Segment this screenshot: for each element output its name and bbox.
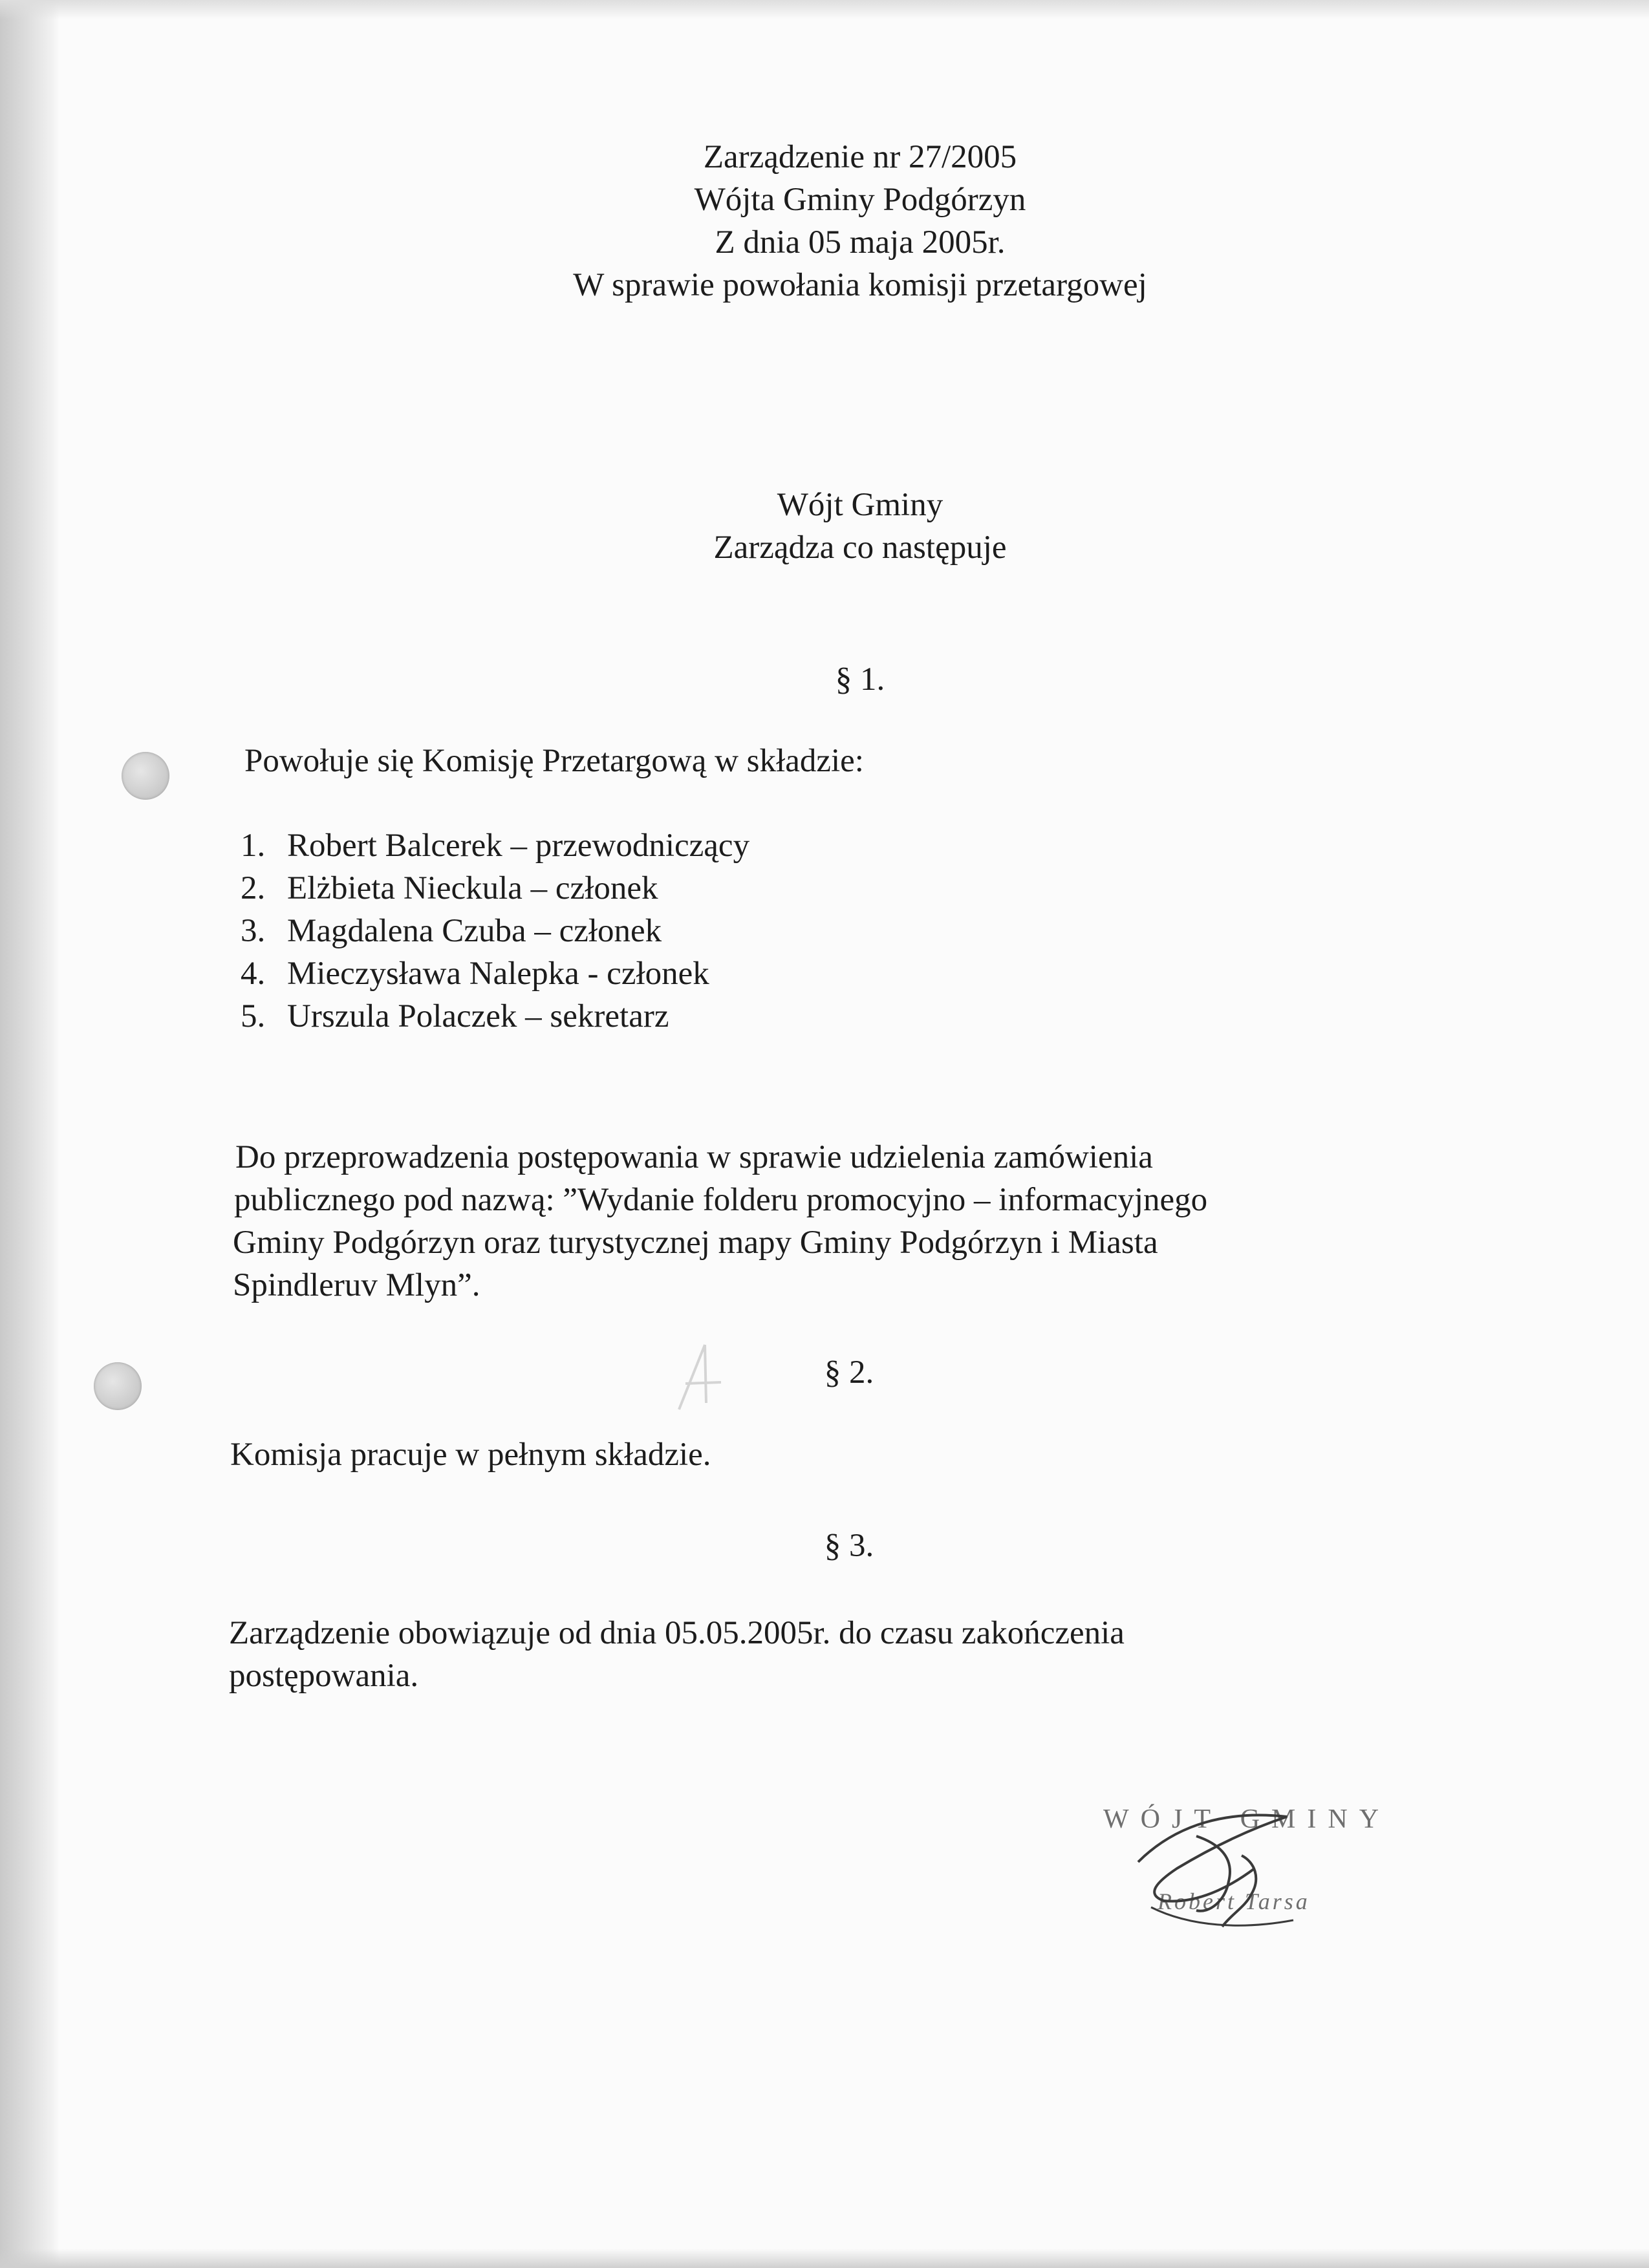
section-3-text: Zarządzenie obowiązuje od dnia 05.05.2005r. do czasu zakończenia	[229, 1615, 1125, 1651]
committee-members-list	[241, 824, 749, 1038]
list-item-number: 1.	[241, 828, 266, 864]
list-item	[241, 867, 749, 910]
list-item-number: 3.	[241, 913, 266, 949]
section-1-intro: Powołuje się Komisję Przetargową w składzie:	[244, 743, 864, 779]
document-title: Zarządzenie nr 27/2005	[703, 139, 1017, 175]
section-3-heading: § 3.	[824, 1528, 874, 1564]
list-item	[241, 952, 749, 995]
list-item-number: 4.	[241, 956, 266, 992]
purpose-line: publicznego pod nazwą: ”Wydanie folderu promocyjno – informacyjnego	[234, 1182, 1208, 1218]
list-item	[241, 995, 749, 1038]
scan-edge-bottom	[0, 2249, 1649, 2268]
list-item	[241, 824, 749, 867]
section-1-heading: § 1.	[835, 661, 885, 698]
stamp-name: Robert Tarsa	[1158, 1888, 1310, 1914]
issuer-decree: Zarządza co następuje	[713, 530, 1007, 566]
list-item	[241, 910, 749, 952]
list-item-text: Robert Balcerek – przewodniczący	[287, 828, 750, 864]
purpose-line: Do przeprowadzenia postępowania w sprawie udzielenia zamówienia	[235, 1139, 1153, 1175]
purpose-line: Gminy Podgórzyn oraz turystycznej mapy Gminy Podgórzyn i Miasta	[233, 1225, 1158, 1261]
list-item-number: 2.	[241, 870, 266, 906]
list-item-text: Urszula Polaczek – sekretarz	[287, 998, 669, 1034]
document-date: Z dnia 05 maja 2005r.	[715, 224, 1006, 261]
issuer-name: Wójt Gminy	[777, 487, 943, 523]
stamp-title: WÓJT GMINY	[1103, 1804, 1391, 1834]
list-item-text: Mieczysława Nalepka - członek	[287, 956, 709, 992]
list-item-number: 5.	[241, 998, 266, 1034]
document-issuer: Wójta Gminy Podgórzyn	[694, 182, 1026, 218]
purpose-line: Spindleruv Mlyn”.	[233, 1267, 480, 1303]
scan-edge-top	[0, 0, 1649, 19]
scan-edge-left	[0, 0, 59, 2268]
punch-hole-icon	[122, 752, 169, 800]
section-2-text: Komisja pracuje w pełnym składzie.	[230, 1437, 711, 1473]
list-item-text: Magdalena Czuba – członek	[287, 913, 662, 949]
document-subject: W sprawie powołania komisji przetargowej	[573, 267, 1147, 303]
list-item-text: Elżbieta Nieckula – członek	[287, 870, 658, 906]
signature-icon	[1099, 1797, 1410, 1946]
section-2-heading: § 2.	[824, 1354, 874, 1391]
section-3-text: postępowania.	[229, 1658, 419, 1694]
